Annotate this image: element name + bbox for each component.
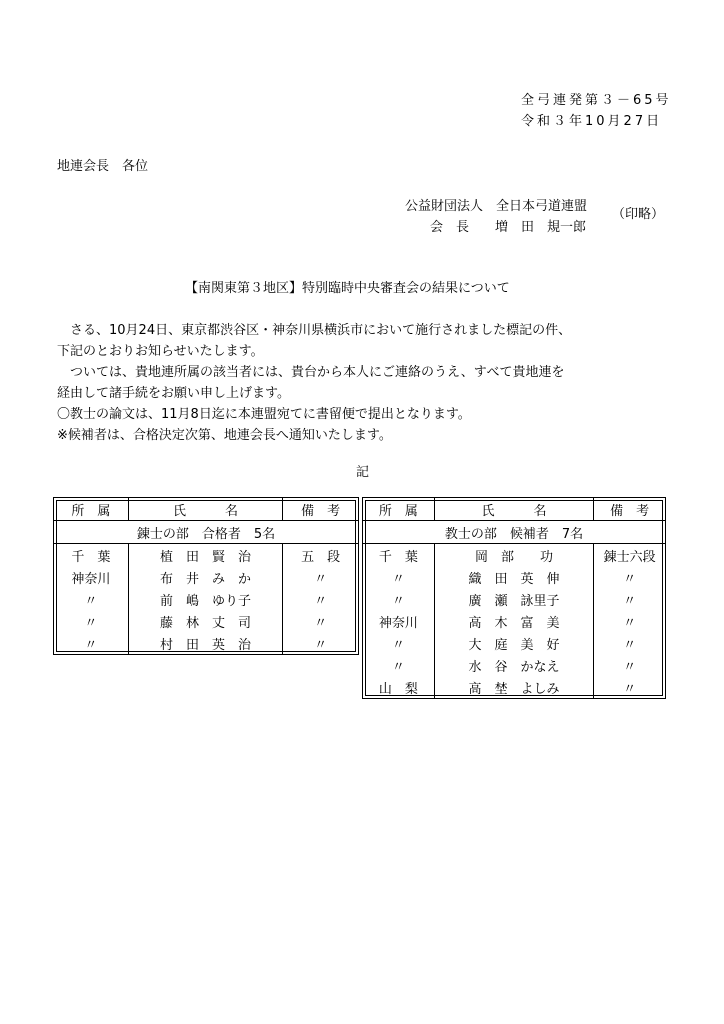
name-cell: 高 埜 よしみ [434,676,593,699]
body-paragraph-line: 経由して諸手続をお願い申し上げます。 [57,386,290,401]
name-cell: 織 田 英 伸 [434,566,593,588]
header-remarks: 備 考 [283,498,359,521]
table-row [363,654,666,676]
subject-line: 【南関東第３地区】特別臨時中央審査会の結果について [185,281,510,296]
table-header-row [54,498,359,521]
name-cell: 廣 瀬 詠里子 [434,588,593,610]
remarks-cell: 〃 [314,637,328,653]
affiliation-cell: 〃 [54,632,129,655]
table-row [363,632,666,654]
addressee: 地連会長 各位 [57,159,149,174]
remarks-cell: 〃 [623,637,637,653]
table-row [363,610,666,632]
table-row [54,566,359,588]
remarks-cell: 〃 [623,615,637,631]
remarks-cell: 〃 [623,593,637,609]
name-cell: 布 井 み か [128,566,282,588]
name-cell: 村 田 英 治 [128,632,282,655]
thesis-deadline-note: 〇教士の論文は、11月8日迄に本連盟宛てに書留便で提出となります。 [57,407,471,422]
section-title: 錬士の部 合格者 5名 [54,521,359,544]
renshi-results-table [53,497,359,655]
name-cell: 高 木 富 美 [434,610,593,632]
affiliation-cell: 千 葉 [54,544,129,567]
table-header-row [363,498,666,521]
document-number: 全弓連発第３－65号 [521,93,672,108]
ki-heading: 記 [356,465,370,480]
body-paragraph-line: 下記のとおりお知らせいたします。 [57,344,264,359]
sender-name: 会 長 増 田 規一郎 [430,220,587,235]
section-title: 教士の部 候補者 7名 [363,521,666,544]
remarks-cell: 五 段 [301,549,341,565]
name-cell: 藤 林 丈 司 [128,610,282,632]
table-row [363,676,666,699]
remarks-cell: 〃 [314,593,328,609]
seal-omitted-note: （印略） [612,207,665,222]
name-cell: 植 田 賢 治 [128,544,282,567]
table-row [363,588,666,610]
header-remarks: 備 考 [594,498,666,521]
document-date: 令和３年10月27日 [521,114,663,129]
section-row [54,521,359,544]
section-row [363,521,666,544]
affiliation-cell: 〃 [363,632,435,654]
remarks-cell: 錬士六段 [603,549,656,565]
sender-organization: 公益財団法人 全日本弓道連盟 [405,199,588,214]
affiliation-cell: 千 葉 [363,544,435,567]
header-affiliation: 所 属 [54,498,129,521]
header-name: 氏 名 [434,498,593,521]
kyoshi-candidates-table [362,497,666,699]
affiliation-cell: 山 梨 [363,676,435,699]
affiliation-cell: 神奈川 [363,610,435,632]
table-row [363,566,666,588]
table-row [54,588,359,610]
name-cell: 前 嶋 ゆり子 [128,588,282,610]
affiliation-cell: 〃 [363,588,435,610]
header-name: 氏 名 [128,498,282,521]
remarks-cell: 〃 [623,681,637,697]
affiliation-cell: 〃 [54,588,129,610]
affiliation-cell: 〃 [54,610,129,632]
name-cell: 岡 部 功 [434,544,593,567]
affiliation-cell: 〃 [363,654,435,676]
table-row [363,544,666,567]
affiliation-cell: 〃 [363,566,435,588]
body-paragraph-line: さる、10月24日、東京都渋谷区・神奈川県横浜市において施行されました標記の件、 [57,323,572,338]
header-affiliation: 所 属 [363,498,435,521]
affiliation-cell: 神奈川 [54,566,129,588]
remarks-cell: 〃 [314,571,328,587]
candidate-note: ※候補者は、合格決定次第、地連会長へ通知いたします。 [57,428,392,443]
table-row [54,544,359,567]
remarks-cell: 〃 [623,659,637,675]
remarks-cell: 〃 [314,615,328,631]
table-row [54,610,359,632]
name-cell: 大 庭 美 好 [434,632,593,654]
table-row [54,632,359,655]
remarks-cell: 〃 [623,571,637,587]
body-paragraph-line: ついては、貴地連所属の該当者には、貴台から本人にご連絡のうえ、すべて貴地連を [57,365,565,380]
name-cell: 水 谷 かなえ [434,654,593,676]
